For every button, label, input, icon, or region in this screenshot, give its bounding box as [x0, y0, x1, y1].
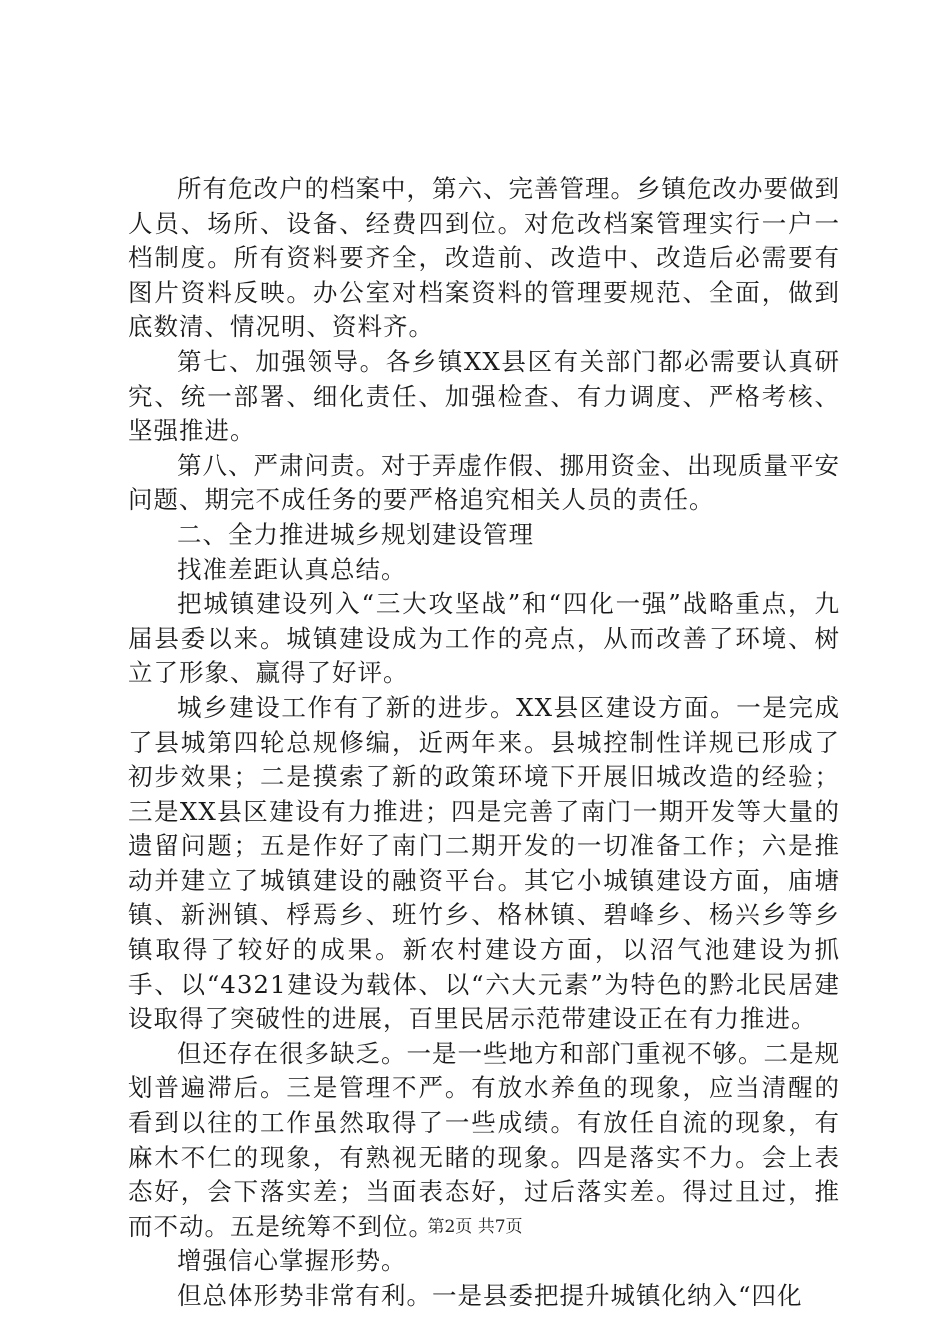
subheading-strengthen-confidence: 增强信心掌握形势。 — [177, 1246, 407, 1276]
section-heading-urban-rural-planning: 二、全力推进城乡规划建设管理 — [177, 519, 534, 549]
paragraph-leadership: 第七、加强领导。各乡镇XX县区有关部门都必需要认真研究、统一部署、细化责任、加强检查、有力调度、严格考核、坚强推进。 — [128, 346, 840, 446]
paragraph-archive-management: 所有危改户的档案中，第六、完善管理。乡镇危改办要做到人员、场所、设备、经费四到位。对危改档案管理实行一户一档制度。所有资料要齐全，改造前、改造中、改造后必需要有图片资料反映。办公室对档案资料的管理要规范、全面，做到底数清、情况明、资料齐。 — [128, 174, 840, 342]
paragraph-construction-progress: 城乡建设工作有了新的进步。XX县区建设方面。一是完成了县城第四轮总规修编，近两年来。县城控制性详规已形成了初步效果；二是摸索了新的政策环境下开展旧城改造的经验；三是XX县区建设有力推进；四是完善了南门一期开发等大量的遗留问题；五是作好了南门二期开发的一切准备工作；六是推动并建立了城镇建设的融资平台。其它小城镇建设方面，庙塘镇、新洲镇、桴焉乡、班竹乡、格林镇、碧峰乡、杨兴乡等乡镇取得了较好的成果。新农村建设方面，以沼气池建设为抓手、以“4321建设为载体、以“六大元素”为特色的黔北民居建设取得了突破性的进展，百里民居示范带建设正在有力推进。 — [128, 692, 840, 1034]
paragraph-shortcomings: 但还存在很多缺乏。一是一些地方和部门重视不够。二是规划普遍滞后。三是管理不严。有放水养鱼的现象，应当清醒的看到以往的工作虽然取得了一些成绩。有放任自流的现象，有麻木不仁的现象，有熟视无睹的现象。四是落实不力。会上表态好，会下落实差；当面表态好，过后落实差。得过且过，推而不动。五是统筹不到位。 — [128, 1038, 840, 1241]
paragraph-accountability: 第八、严肃问责。对于弄虚作假、挪用资金、出现质量平安问题、期完不成任务的要严格追究相关人员的责任。 — [128, 450, 840, 515]
paragraph-urban-construction-priority: 把城镇建设列入“三大攻坚战”和“四化一强”战略重点，九届县委以来。城镇建设成为工作的亮点，从而改善了环境、树立了形象、赢得了好评。 — [128, 589, 840, 688]
subheading-find-gaps: 找准差距认真总结。 — [177, 554, 407, 584]
paragraph-favorable-situation: 但总体形势非常有利。一是县委把提升城镇化纳入“四化 — [177, 1281, 803, 1310]
document-body — [128, 172, 840, 1314]
page-number-footer: 第2页 共7页 — [427, 1217, 523, 1237]
